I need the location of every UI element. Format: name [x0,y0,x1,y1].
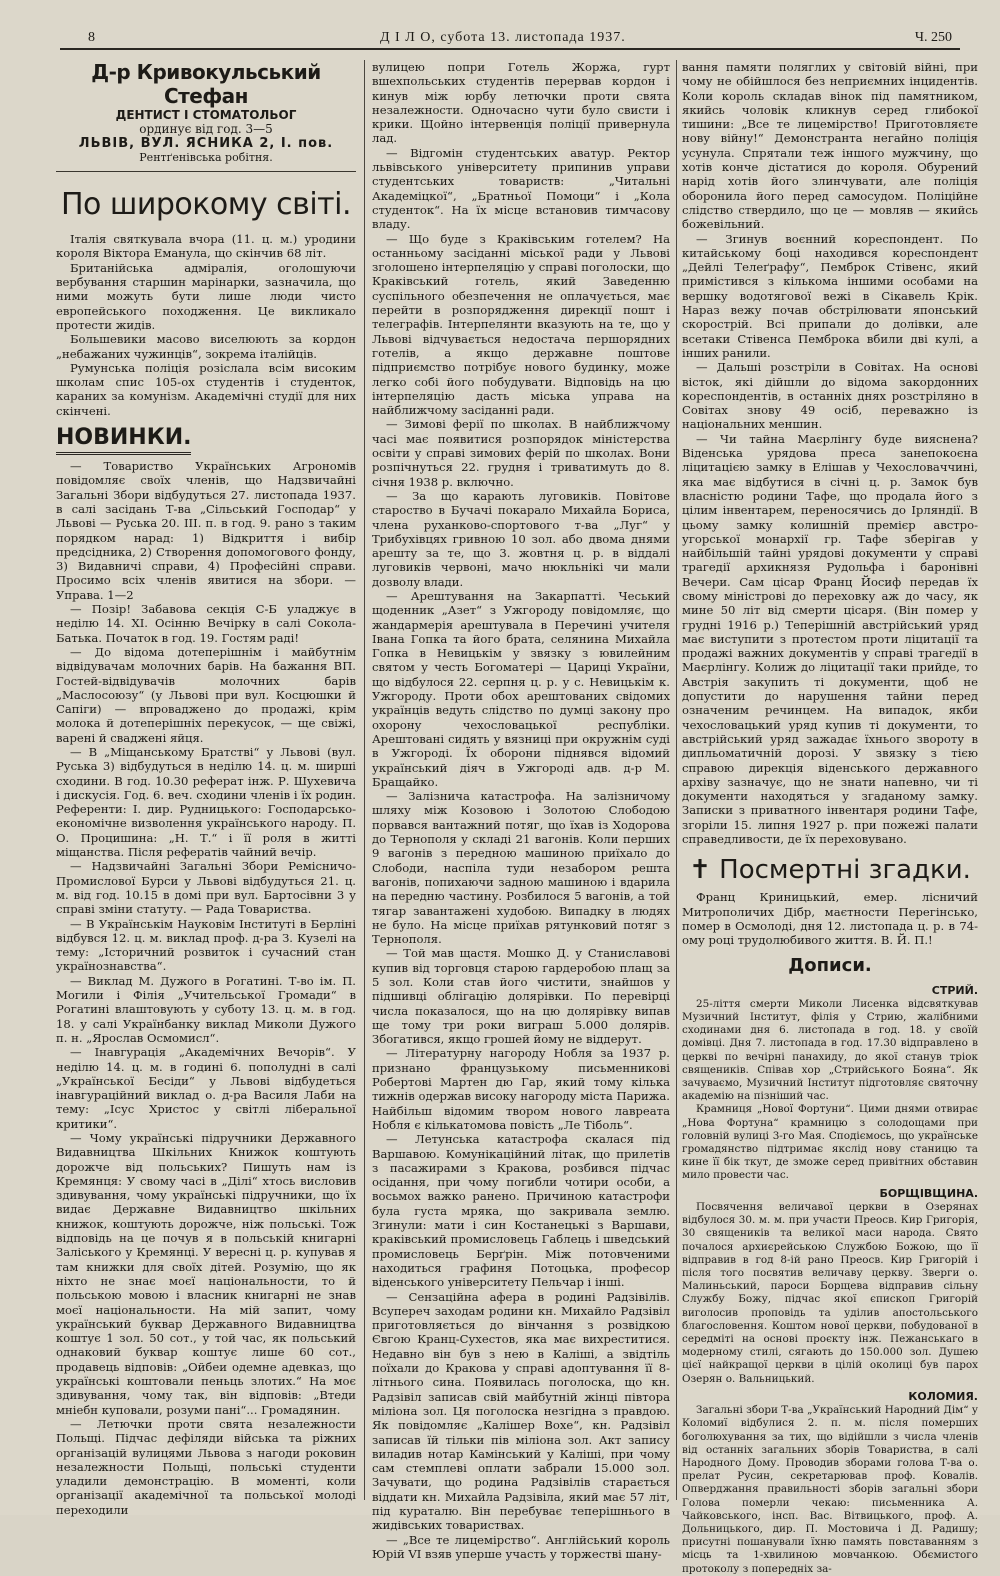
news-item: — Арештування на Закарпатті. Чеський щоденник „Азет“ з Ужгороду повідомляє, що жандармерія арештувала в Перечині учителя Івана Гопка та його брата, селянина Михайла Гопка в Невицькім у звязку з ювилейним святом у честь Богоматері — Цариці України, що відбулося 22. серпня ц. р. у с. Невицькім к. Ужгороду. Проти обох арештованих свідомих українців ведуть слідство по думці закону про охорону чехословацької республіки. Арештовані сидять у вязниці при окружнім суді в Ужгороді. Їх оборони піднявся відомий український діяч в Ужгороді адв. д-р М. Бращайко. [372,588,670,789]
page-number: 8 [88,30,95,45]
reports-section-title: Дописи. [788,954,872,976]
page-header [60,28,960,50]
issue-number: Ч. 250 [914,30,952,45]
news-item: — Товариство Українських Агрономів повідомляє своїх членів, що Надзвичайні Загальні Збори відбудуться 27. листопада 1937. в салі засідань Т-ва „Сільський Господар“ у Львові — Руська 20. ІІІ. п. в год. 9. рано з таким порядком нарад: 1) Відкриття і вибір предсідника, 2) Створення допомогового фонду, 3) Видавничі справи, 4) Професійні справи. Просимо всіх членів явитися на збори. — Управа. 1—2 [56,459,356,602]
news-item: — Літературну нагороду Нобля за 1937 р. признано французькому письменникові Робертові Мартен дю Гар, який тому кілька тижнів одержав високу нагороду міста Парижа. Найбільш відомим твором нового лавреата Нобля є кількатомова повість „Ле Тіболь“. [372,1046,670,1132]
news-item: — Згинув воєнний кореспондент. По китайському боці находився кореспондент „Дейлі Телеґрафу“, Пемброк Стівенс, який примістився з кількома іншими особами на вершку водотягової вежі в Сікавель Крік. Нараз вежу почав обстрілювати японський скорострій. Всі припали до долівки, але всетаки Стівенса Пемброка вбили дві кулі, а інших ранили. [682,231,978,360]
column-1 [56,60,356,1517]
ad-xray: Рентґенівська робітня. [139,150,273,164]
news-item: — Позір! Забавова секція С-Б уладжує в неділю 14. ХІ. Осінню Вечірку в салі Сокола-Батька. Початок в год. 19. Гостям раді! [56,602,356,645]
report-item: Загальні збори Т-ва „Український Народний Дім“ у Коломиї відбулися 2. п. м. після померших боголюхування за тих, що відійшли з числа членів від останніх загальних зборів Товариства, в салі Народного Дому. Проводив зборами голова Т-ва о. прелат Русин, секретарював проф. Ковалів. Опверджання правильності зборів загальні збори Голова померли чекаю: письменника А. Чайковського, інсп. Вас. Вітвицького, проф. А. Дольницького, дир. П. Мостовича і Д. Радишу; присутні пошанували їхню память повставанням з місць та 1-хвилиною мовчанкою. Обємистого протоколу з попередніх за- [682,1404,978,1575]
news-item: — Відгомін студентських аватур. Ректор львівського університету припинив управи студентських товариств: „Читальні Академіцкої“, „Братньої Помоци“ і „Кола студенток“. На їх місце встановив тимчасову владу. [372,145,670,232]
ad-hours: ординує від год. 3—5 [139,122,273,137]
world-section-title: По широкому світі. [60,187,352,223]
reports-block [682,984,978,1576]
news-item: — Той мав щастя. Мошко Д. у Станиславові купив від торговця старою гардеробою плащ за 5 зол. Коли став його чистити, знайшов у підшивці облігацію долярівки. По перевірці числа показалося, що на цю долярівку випав ще тому три роки виграш 5.000 долярів. Збогатився, якщо грошей йому не віддерут. [372,946,670,1047]
masthead-date: Д І Л О, субота 13. листопада 1937. [380,30,626,45]
report-item: 25-ліття смерти Миколи Лисенка відсвяткував Музичний Інститут, філія у Стрию, жалібними сходинами дня 6. листопада в год. 18. у своїй домівці. Дня 7. листопада в год. 17.30 відправлено в церкві по вечірні панахиду, до якої станув тріок священиків. Співав хор „Стрийського Бояна“. Як зачуваємо, Музичний Інститут підготовляє святочну академію на пізніший час. [682,997,978,1103]
world-item: Большевики масово виселюють за кордон „небажаних чужинців“, зокрема італійців. [56,332,356,361]
news-item: — До відома дотеперішнім і майбутнім відвідувачам молочних барів. На бажання ВП. Гостей-відвідувачів молочних барів „Маслосоюзу“ (у Львові при вул. Косцюшки й Сапіги) — впроваджено до продажі, крім молока й дотеперішніх перекусок, — ще свіжі, варені й сваджені яйця. [56,644,356,745]
ad-specialty: ДЕНТИСТ І СТОМАТОЛЬОГ [115,108,297,122]
news-item: вулицею попри Готель Жоржа, гурт вшехпольських студентів перервав кордон і кинув між юрбу летючки проти свята незалежности. Одночасно чути було свисти і крики. Щойно інтервенція поліції привернула лад. [372,60,670,146]
column-2 [372,60,670,1561]
report-place: СТРИЙ. [931,983,978,997]
news-item: — В „Міщанському Братстві“ у Львові (вул. Руська 3) відбудуться в неділю 14. ц. м. ширші сходини. В год. 10.30 реферат інж. Р. Шухевича і дискусія. Год. 6. веч. сходини членів і їх родин. Референти: І. дир. Рудницького: Господарсько-економічне визволення українського народу. П. О. Процишина: „Н. Т.“ і її роля в житті міщанства. Після рефератів чайний вечір. [56,744,356,860]
column-3 [682,60,978,1575]
report-item: Посвячення величавої церкви в Озерянах відбулося 30. м. м. при участи Преосв. Кир Григорія, 30 священиків та великої маси народа. Свято почалося архиєрейською Службою Божою, що її відправив в год 8-ій рано Преосв. Кир Григорій і після того посвятив величаву церкву. Зверги о. Малиньський, пароси Борщева відправив сільну Службу Божу, підчас якої єпископ Григорій виголосив проповідь та уділив апостольського благословення. Коштом нової церкви, побудованої в середміті на основі проєкту інж. Пежанськаго в модерному стилі, сягають до 150.000 зол. Душею цієї найкращої церкви в цілій околиці був парох Озерян о. Вальницький. [682,1200,978,1385]
world-item: Румунська поліція розіслала всім високим школам спис 105-ох студентів і студенток, караних за комунізм. Академічні студії для них скінчені. [56,360,356,418]
ad-address: ЛЬВІВ, ВУЛ. ЯСНИКА 2, І. пов. [78,135,334,151]
news-item: — Надзвичайні Загальні Збори Ремісничо-Промислової Бурси у Львові відбудуться 21. ц. м. від год. 10.15 в домі при вул. Бартосівни 3 у справі зміни статуту. — Рада Товариства. [56,859,356,917]
news-item: — Дальші розстріли в Совітах. На основі вісток, які дійшли до відома закордонних кореспондентів, в останніх днях розстріляно в Совітах знову 49 осіб, переважно із національних меншин. [682,360,978,432]
news-item: — Інавгурація „Академічних Вечорів“. У неділю 14. ц. м. в годині 6. пополудні в салі „Української Бесіди“ у Львові відбудеться інавгураційний виклад о. д-ра Василя Лаби на тему: „Ісус Христос у світлі ліберальної критики“. [56,1045,356,1131]
column-divider [676,60,677,1500]
report-place: БОРЩІВЩИНА. [879,1186,978,1200]
news-item: — Виклад М. Дужого в Рогатині. Т-во ім. П. Могили і Філія „Учительської Громади“ в Рогатині влаштовують у суботу 13. ц. м. в год. 18. у салі Українбанку виклад Миколи Дужого п. н. „Ярослав Осмомисл“. [56,973,356,1045]
news-item: — Залізнича катастрофа. На залізничому шляху між Козовою і Золотою Слободою порвався вантажний потяг, що їхав із Ходорова до Тернополя у складі 21 вагонів. Коли перших 9 вагонів з передною машиною приїхало до Слободи, наспіла туди незабором решта вагонів, попихаючи задною машиною і вдарила на передню частину. Розбилося 5 вагонів, а той тягар завантажені худобою. Випадку в людях не було. На місце приїхав рятунковий потяг з Тернополя. [372,789,670,947]
obituary-section-title: ✝ Посмертні згадки. [689,855,971,886]
news-item: — За що карають луговиків. Повітове староство в Бучачі покарало Михайла Бориса, члена руханково-спортового т-ва „Луг“ у Трибухівцях гривною 10 зол. або двома днями арешту за те, що 3. жовтня ц. р. в віддалі луговиків червоні, мачо нюкльнікі чи мали дозволу влади. [372,488,670,589]
news-item: — „Все те лицемірство“. Англійський король Юрій VI взяв уперше участь у торжестві шану- [372,1532,670,1561]
news-item: — Сензаційна афера в родині Радзівілів. Всупереч заходам родини кн. Михайло Радзівіл приготовляється до вінчання з розвідкою Євгою Кранц-Сухестов, яка має вихреститися. Недавно він був з нею в Каліші, а звідтіль поїхали до Кракова у справі адоптування її 8-літнього сина. Появилась поголоска, що кн. Радзівіл записав свій майбутній жінці півтора міліона зол. Ця поголоска незгідна з правдою. Як повідомляє „Калішер Вохе“, кн. Радзівіл записав їй тільки пів міліона зол. Акт запису виладив нотар Камінський у Каліші, при чому сам стемплеві оплати забрали 15.000 зол. Зачувати, що родина Радзівілів старається віддати кн. Михайла Радзівіла, який має 57 літ, під кураталю. Він перебуває теперішнього в жидівських товариствах. [372,1289,670,1533]
world-item: Британійська адміралія, оголошуючи вербування старшин марінарки, зазначила, що ними можуть бути лише люди чисто европейського походження. Це викликало протести жидів. [56,260,356,332]
column-divider [364,60,365,1500]
news-item: — Чи тайна Маєрлінгу буде вияснена? Віденська урядова преса занепокоєна ліцитацією замку в Елішав у Чехословаччині, яка має відбутися в січні ц. р. Замок був власністю родини Тафе, що продала його з цілим інвентарем, переносячись до Ірляндії. В цьому замку колишній премієр австро-угорської монархії гр. Тафе зберігав у найбільшій тайні урядові документи у справі трагедії архикнязя Рудольфа і баронівні Вечери. Сам цісар Франц Йосиф передав їх свому міністрові до переховку аж до часу, як мине 50 літ від смерти цісаря. (Він помер у грудні 1916 р.) Теперішній австрійський уряд має виступити з протестом проти ліцитації та продажі важних документів у справі трагедії в Маєрлінгу. Колиж до ліцитації таки прийде, то Австрія закупить ті документи, щоб не допустити до нарушення тайни перед означеним речинцем. На випадок, якби чехословацький уряд купив ті документи, то австрійський уряд зажадає їхнього звороту в дипльоматичній дорозі. У звязку з тією справою дирекція віденського державного архіву зазначує, що не знати напевно, чи ті документи находяться у згаданому замку. Записки з приватного інвентаря родини Тафе, згоріли 15. липня 1927 р. при пожежі палати справедливости, де їх переховувано. [682,431,978,847]
news-item: — Летунська катастрофа скалася під Варшавою. Комунікаційний літак, що прилетів з пасажирами з Кракова, розбився підчас осідання, при чому погибли чотири особи, а восьмох важко ранено. Причиною катастрофи була густа мряка, що закривала землю. Згинули: мати і син Костанецькі з Варшави, краківський промисловець Габлець і шведський промисловець Берґрін. Між потовченими находиться графиня Потоцька, професор віденського університету Пельчар і інші. [372,1132,670,1290]
news-item: — Чому українські підручники Державного Видавництва Шкільних Книжок коштують дорожче від польських? Пишуть нам із Кремянця: У свому часі в „Ділі“ хтось висловив здивування, чому українські підручники, що їх видає Державне Видавництво шкільних книжок, коштують дорожче, ніж польські. Тож відповідь на це почув я в польській книгарні Заліського у Кремянці. У вересні ц. р. купував я там книжки для своїх дітей. Розумію, що як ніхто не знає моєї національности, то й польською мовою і власник книгарні не знав моєї національности. На мій запит, чому український буквар Державного Видавництва коштує 1 зол. 50 сот., у той час, як польський однаковий буквар коштує лише 60 сот., продавець відповів: „Ойбеи одемне адевказ, що українські коштовали пеньць злотих.“ На моє здивування, чому так, він відповів: „Втеди мніебн куповали, розуми пані“... Громадянин. [56,1131,356,1417]
report-place: КОЛОМИЯ. [908,1389,978,1403]
report-item: Крамниця „Нової Фортуни“. Цими днями отвирає „Нова Фортуна“ крамницю з солодощами при головній вулиці 3-го Мая. Сподіємось, що українське громадянство підтримає якслід нову станицю та кине її бік ткут, де зможе серед привітних обставин мило провести час. [682,1103,978,1182]
obituary-text: Франц Криницький, емер. лісничий Митрополичих Дібр, маєтности Перегінсько, помер в Осмолоді, дня 12. листопада ц. р. в 74-ому році трудолюбивого життя. В. Й. П.! [682,890,978,948]
news-item: — Летючки проти свята незалежности Польщі. Підчас дефіляди війська та ріжних організацій вулицями Львова з нагоди роковин незалежности Польщі, польські студенти уладили демонстрацію. В моменті, коли організації академічної та польської молоді переходили [56,1416,356,1517]
news-item: — В Українськім Науковім Інституті в Берліні відбувся 12. ц. м. виклад проф. д-ра З. Кузелі на тему: „Історичний розвиток і сучасний стан українознавства“. [56,916,356,974]
news-section-title: НОВИНКИ. [56,424,191,455]
ad-name: Д-р Кривокульський Стефан [91,60,321,108]
news-item: — Зимові ферії по школах. В найближчому часі має появитися розпорядок міністерства освіти у справі зимових ферій по школах. Вони розпічнуться 22. грудня і триватимуть до 8. січня 1938 р. включно. [372,417,670,489]
world-item: Італія святкувала вчора (11. ц. м.) уродини короля Віктора Еманула, що скінчив 68 літ. [56,232,356,261]
news-item: — Що буде з Краківським готелем? На останньому засіданні міської ради у Львові зголошено інтерпеляцію у справі поголоски, що Краківський готель, який Заведенню суспільного обезпечення не оплачується, має перейти в розпорядження дирекції пошт і телеграфів. Інтерпелянти вказують на те, що у Львові відчувається недостача першорядних готелів, а якщо державне поштове підприємство потрібує нового будинку, може легко собі його побудувати. Відповідь на цю інтерпеляцію дасть міська управа на найближчому засіданні ради. [372,231,670,418]
dentist-advertisement [56,60,356,172]
news-item: вання памяти поляглих у світовій війні, при чому не обійшлося без неприємних інцидентів. Коли король складав вінок під памятником, якийсь чоловік кликнув серед глибокої тишини: „Все те лицемірство! Приготовляєте нову війну!“ Демонстранта негайно поліція усунула. Спрятали теж іншого мужчину, що хотів конче дістатися до короля. Обурений нарід хотів його злинчувати, але поліція оборонила його перед самосудом. Поліційне слідство ствердило, що це — мовляв — якийсь божевільний. [682,60,978,232]
